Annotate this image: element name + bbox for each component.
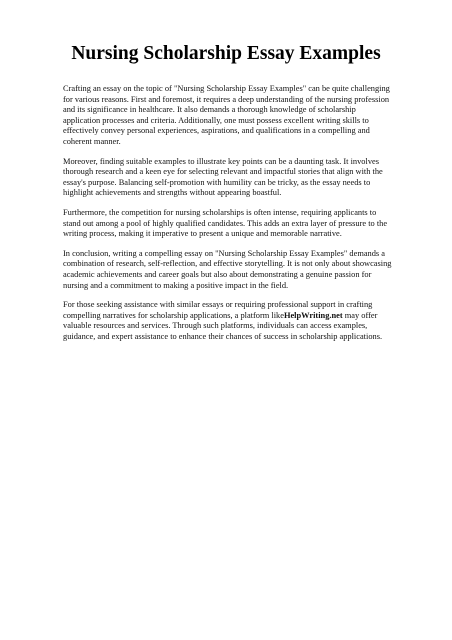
paragraph-intro: Crafting an essay on the topic of "Nursing Scholarship Essay Examples" can be quite challenging for various reasons. First and foremost, it requires a deep understanding of the nursing profession and its significance in healthcare. It also demands a thorough knowledge of scholarship application processes and criteria. Additionally, one must possess excellent writing skills to effectively convey personal experiences, aspirations, and qualifications in a compelling and coherent manner. — [63, 84, 390, 146]
document-body — [63, 84, 393, 351]
paragraph-competition: Furthermore, the competition for nursing scholarships is often intense, requiring applicants to stand out among a pool of highly qualified candidates. This adds an extra layer of pressure to the writing process, making it imperative to present a unique and memorable narrative. — [63, 207, 388, 239]
paragraph-assistance — [63, 300, 393, 342]
paragraph-conclusion: In conclusion, writing a compelling essay on "Nursing Scholarship Essay Examples" demands a combination of research, self-reflection, and effective storytelling. It is not only about showcasing academic achievements and career goals but also about demonstrating a genuine passion for nursing and a commitment to making a positive impact in the field. — [63, 248, 392, 290]
paragraph-examples: Moreover, finding suitable examples to illustrate key points can be a daunting task. It involves thorough research and a keen eye for selecting relevant and impactful stories that align with the essay's purpose. Balancing self-promotion with humility can be tricky, as the essay needs to highlight achievements and strengths without appearing boastful. — [63, 156, 383, 198]
assistance-text-after: may offer valuable resources and services. Through such platforms, individuals can access examples, guidance, and expert assistance to enhance their chances of success in scholarship applications. — [63, 310, 383, 341]
document-title: Nursing Scholarship Essay Examples — [71, 43, 381, 64]
assistance-text-before: For those seeking assistance with similar essays or requiring professional support in crafting compelling narratives for scholarship applications, a platform like — [63, 300, 373, 320]
helpwriting-link[interactable]: HelpWriting.net — [283, 310, 343, 320]
